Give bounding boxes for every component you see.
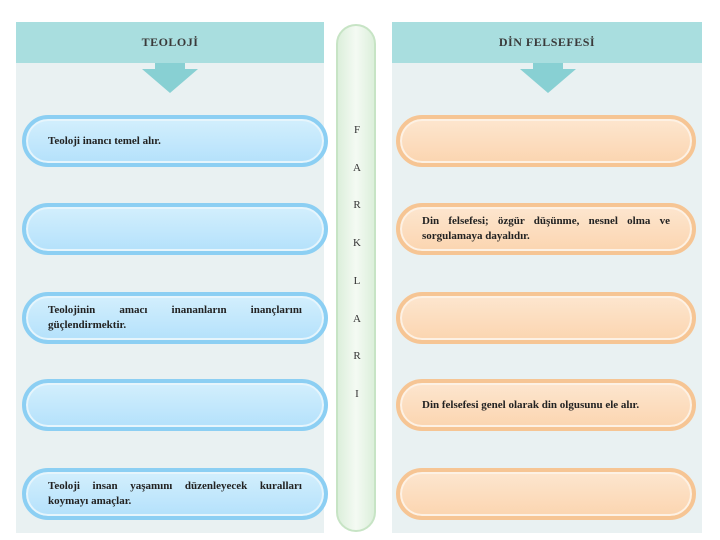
middle-letter-3: R [353, 199, 361, 211]
right-box-4 [396, 379, 696, 431]
left-down-arrow-icon [142, 69, 198, 93]
right-box-5 [396, 468, 696, 520]
left-header [16, 22, 324, 63]
right-arrow-stem [533, 63, 563, 69]
right-box-1 [396, 115, 696, 167]
right-down-arrow-icon [520, 69, 576, 93]
middle-letter-8: I [355, 388, 359, 400]
left-arrow-stem [155, 63, 185, 69]
right-header-title: DİN FELSEFESİ [498, 35, 596, 49]
middle-letter-4: K [353, 237, 361, 249]
right-box-4-text: Din felsefesi genel olarak din olgusunu ele alır. [422, 398, 640, 411]
middle-letter-1: F [353, 124, 361, 136]
right-box-2-text: Din felsefesi; özgür düşünme, nesnel olma ve sorgulamaya dayalıdır. [422, 215, 670, 242]
left-header-title: TEOLOJİ [141, 35, 199, 49]
middle-letter-7: R [353, 350, 361, 362]
left-box-1-text: Teoloji inancı temel alır. [48, 134, 161, 147]
left-box-3-text: Teolojinin amacı inananların inançlarını güçlendirmektir. [48, 304, 302, 331]
left-box-1 [22, 115, 328, 167]
right-box-3 [396, 292, 696, 344]
middle-letter-6: A [353, 313, 361, 325]
right-box-2 [396, 203, 696, 255]
left-box-5-text: Teoloji insan yaşamını düzenleyecek kuralları koymayı amaçlar. [48, 480, 302, 507]
left-box-3 [22, 292, 328, 344]
middle-letter-5: L [353, 275, 361, 287]
left-box-2 [22, 203, 328, 255]
left-box-5 [22, 468, 328, 520]
left-box-4 [22, 379, 328, 431]
middle-letter-2: A [353, 162, 361, 174]
right-header [392, 22, 702, 63]
